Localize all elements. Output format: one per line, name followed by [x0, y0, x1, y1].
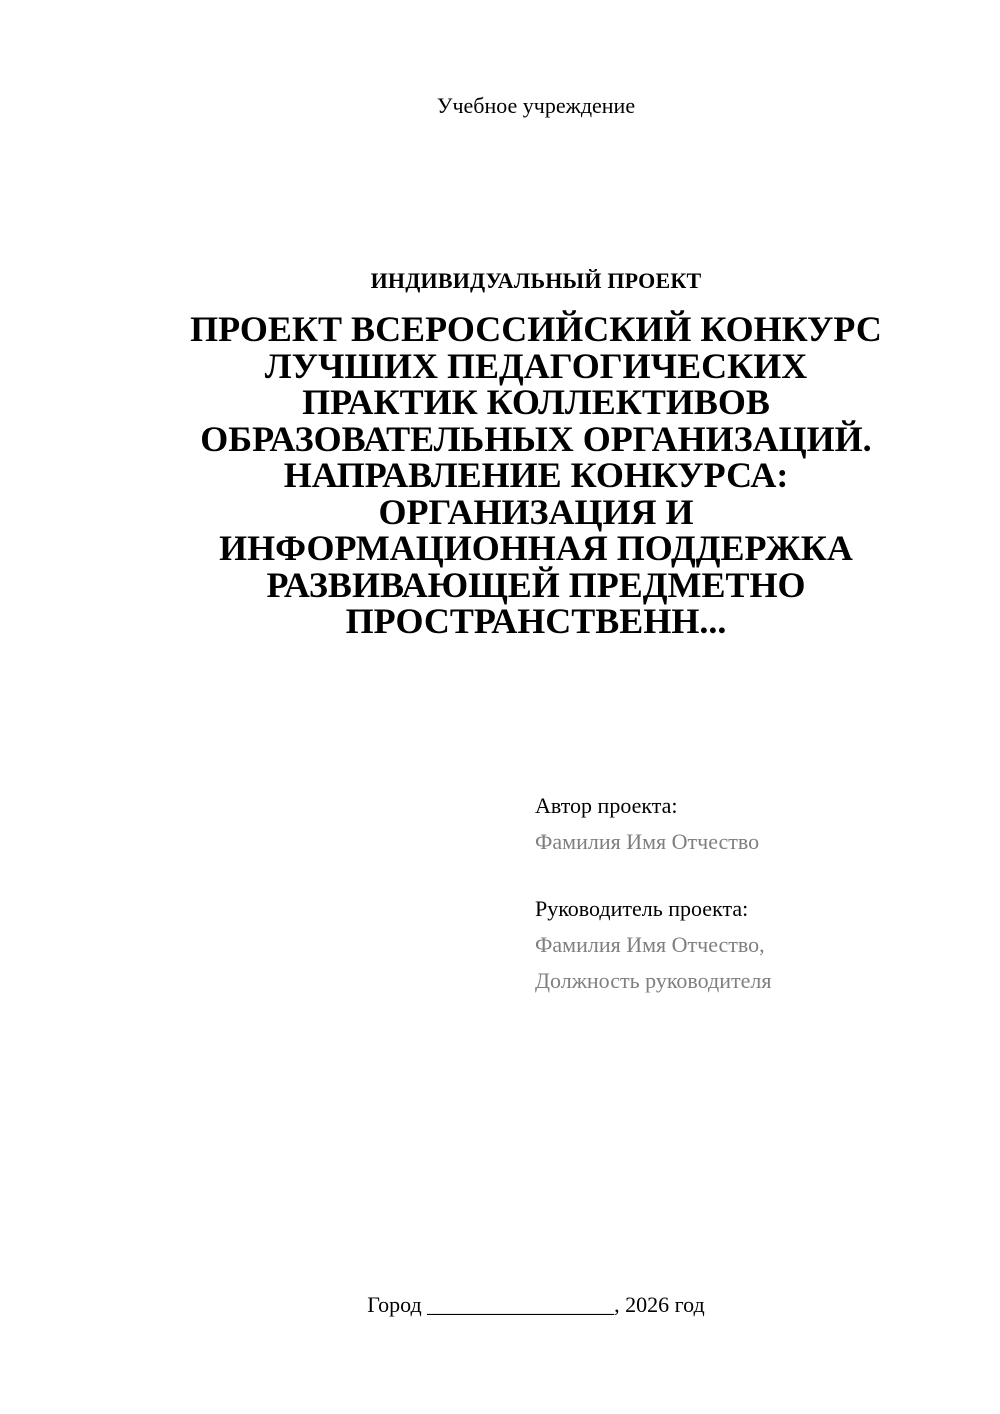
project-title-line: ЛУЧШИХ ПЕДАГОГИЧЕСКИХ [264, 345, 808, 386]
project-title-line: ПРАКТИК КОЛЛЕКТИВОВ [302, 382, 770, 422]
supervisor-name: Фамилия Имя Отчество, [535, 932, 765, 957]
supervisor-label: Руководитель проекта: [535, 896, 749, 921]
project-title [120, 311, 952, 640]
document-type: ИНДИВИДУАЛЬНЫЙ ПРОЕКТ [370, 268, 702, 293]
supervisor-block [535, 891, 975, 999]
author-label: Автор проекта: [535, 793, 678, 818]
project-title-line: ПРОЕКТ ВСЕРОССИЙСКИЙ КОНКУРС [190, 309, 882, 349]
project-title-line: РАЗВИВАЮЩЕЙ ПРЕДМЕТНО [266, 564, 806, 605]
author-name: Фамилия Имя Отчество [535, 829, 760, 854]
city-year-line: Город _________________, 2026 год [367, 1292, 705, 1317]
supervisor-position: Должность руководителя [535, 968, 772, 993]
institution-name: Учебное учреждение [436, 93, 636, 118]
project-title-line: ОРГАНИЗАЦИЯ И [378, 491, 694, 532]
project-title-line: ОБРАЗОВАТЕЛЬНЫХ ОРГАНИЗАЦИЙ. [200, 418, 872, 459]
project-title-line: НАПРАВЛЕНИЕ КОНКУРСА: [283, 455, 789, 495]
project-title-line: ИНФОРМАЦИОННАЯ ПОДДЕРЖКА [219, 528, 853, 568]
project-title-line: ПРОСТРАНСТВЕНН... [345, 601, 727, 641]
author-block [535, 788, 975, 860]
